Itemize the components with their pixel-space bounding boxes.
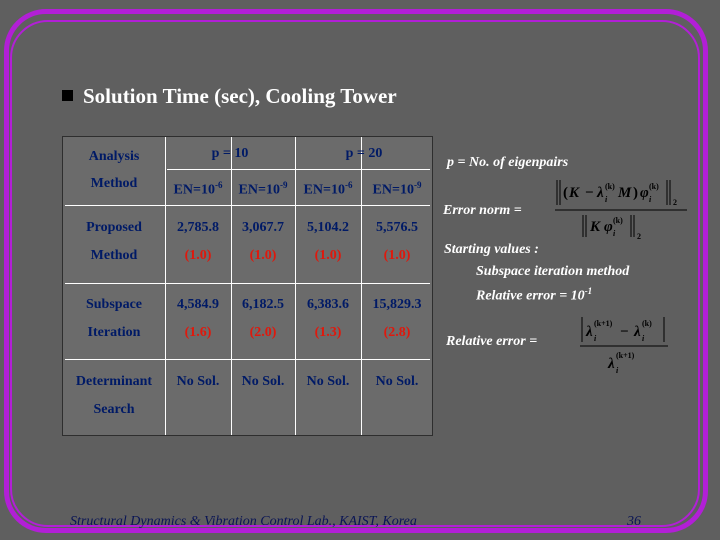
table-cell-value: 3,067.7 <box>242 220 284 235</box>
row-method-label: Subspace <box>85 297 143 312</box>
table-cell-value: No Sol. <box>306 374 350 389</box>
table-cell-value: 6,182.5 <box>242 297 284 312</box>
table-cell-value: 6,383.6 <box>307 297 349 312</box>
group-header-p10: p = 10 <box>211 146 249 161</box>
row-method-label: Iteration <box>87 325 141 340</box>
table-divider <box>65 283 430 284</box>
svg-text:i: i <box>642 334 645 343</box>
group-header-p20: p = 20 <box>345 146 383 161</box>
svg-text:2: 2 <box>673 198 677 207</box>
svg-text:(k+1): (k+1) <box>594 319 613 328</box>
svg-text:λ: λ <box>634 324 641 340</box>
relative-error-label: Relative error = <box>446 334 538 349</box>
svg-text:2: 2 <box>637 232 641 241</box>
error-norm-label: Error norm = <box>443 203 522 218</box>
table-divider <box>65 359 430 360</box>
svg-text:λ: λ <box>597 185 604 201</box>
table-divider <box>167 169 430 170</box>
subspace-method-note: Subspace iteration method <box>476 264 630 279</box>
svg-text:φ: φ <box>640 185 649 201</box>
subheader-en: $EN=10^{-6}$ <box>303 180 353 198</box>
svg-text:i: i <box>613 229 616 238</box>
table-cell-ratio: (1.0) <box>184 248 212 263</box>
svg-text:K: K <box>569 185 580 201</box>
starting-values-label: Starting values : <box>444 242 539 257</box>
subheader-en: $EN=10^{-6}$ <box>173 180 223 198</box>
svg-text:(k): (k) <box>649 182 659 191</box>
subheader-en: $EN=10^{-9}$ <box>372 180 422 198</box>
table-cell-ratio: (1.3) <box>314 325 342 340</box>
svg-text:−: − <box>620 324 629 340</box>
svg-text:K: K <box>590 219 601 235</box>
footer-lab-name: Structural Dynamics & Vibration Control Lab., KAIST, Korea <box>70 514 417 529</box>
svg-text:(k): (k) <box>642 319 652 328</box>
svg-text:i: i <box>649 195 652 204</box>
relative-error-note: Relative error = $10^{-1}$ <box>476 286 593 304</box>
slide-title <box>62 84 397 109</box>
table-cell-value: 5,576.5 <box>376 220 418 235</box>
subheader-en: $EN=10^{-9}$ <box>238 180 288 198</box>
table-cell-value: 15,829.3 <box>372 297 422 312</box>
square-bullet-icon <box>62 90 73 101</box>
table-cell-ratio: (1.0) <box>314 248 342 263</box>
table-cell-value: 4,584.9 <box>177 297 219 312</box>
table-cell-value: No Sol. <box>176 374 220 389</box>
relative-error-formula <box>580 314 680 381</box>
svg-text:(k): (k) <box>613 216 623 225</box>
table-cell-ratio: (2.8) <box>383 325 411 340</box>
results-table <box>62 136 433 436</box>
corner-header-method: Method <box>90 176 138 191</box>
error-norm-formula <box>555 175 695 248</box>
table-cell-value: 2,785.8 <box>177 220 219 235</box>
table-cell-ratio: (1.0) <box>249 248 277 263</box>
table-cell-value: 5,104.2 <box>307 220 349 235</box>
row-method-label: Search <box>93 402 135 417</box>
corner-header-analysis: Analysis <box>88 149 140 164</box>
table-divider <box>65 205 430 206</box>
svg-text:λ: λ <box>608 356 615 372</box>
svg-text:M: M <box>618 185 632 201</box>
table-cell-ratio: (1.0) <box>383 248 411 263</box>
svg-text:φ: φ <box>604 219 613 235</box>
table-cell-value: No Sol. <box>241 374 285 389</box>
svg-text:(k+1): (k+1) <box>616 351 635 360</box>
svg-text:−: − <box>585 185 594 201</box>
row-method-label: Determinant <box>75 374 153 389</box>
svg-text:i: i <box>616 366 619 375</box>
table-cell-ratio: (1.6) <box>184 325 212 340</box>
table-cell-value: No Sol. <box>375 374 419 389</box>
eigenpairs-note: p = No. of eigenpairs <box>447 155 569 170</box>
svg-text:i: i <box>594 334 597 343</box>
table-cell-ratio: (2.0) <box>249 325 277 340</box>
svg-text:(: ( <box>563 185 568 201</box>
svg-text:i: i <box>605 195 608 204</box>
page-number: 36 <box>627 514 641 529</box>
slide-title-text: Solution Time (sec), Cooling Tower <box>83 84 397 108</box>
row-method-label: Proposed <box>86 220 142 235</box>
svg-text:): ) <box>633 185 638 201</box>
svg-text:λ: λ <box>586 324 593 340</box>
svg-text:(k): (k) <box>605 182 615 191</box>
row-method-label: Method <box>90 248 138 263</box>
